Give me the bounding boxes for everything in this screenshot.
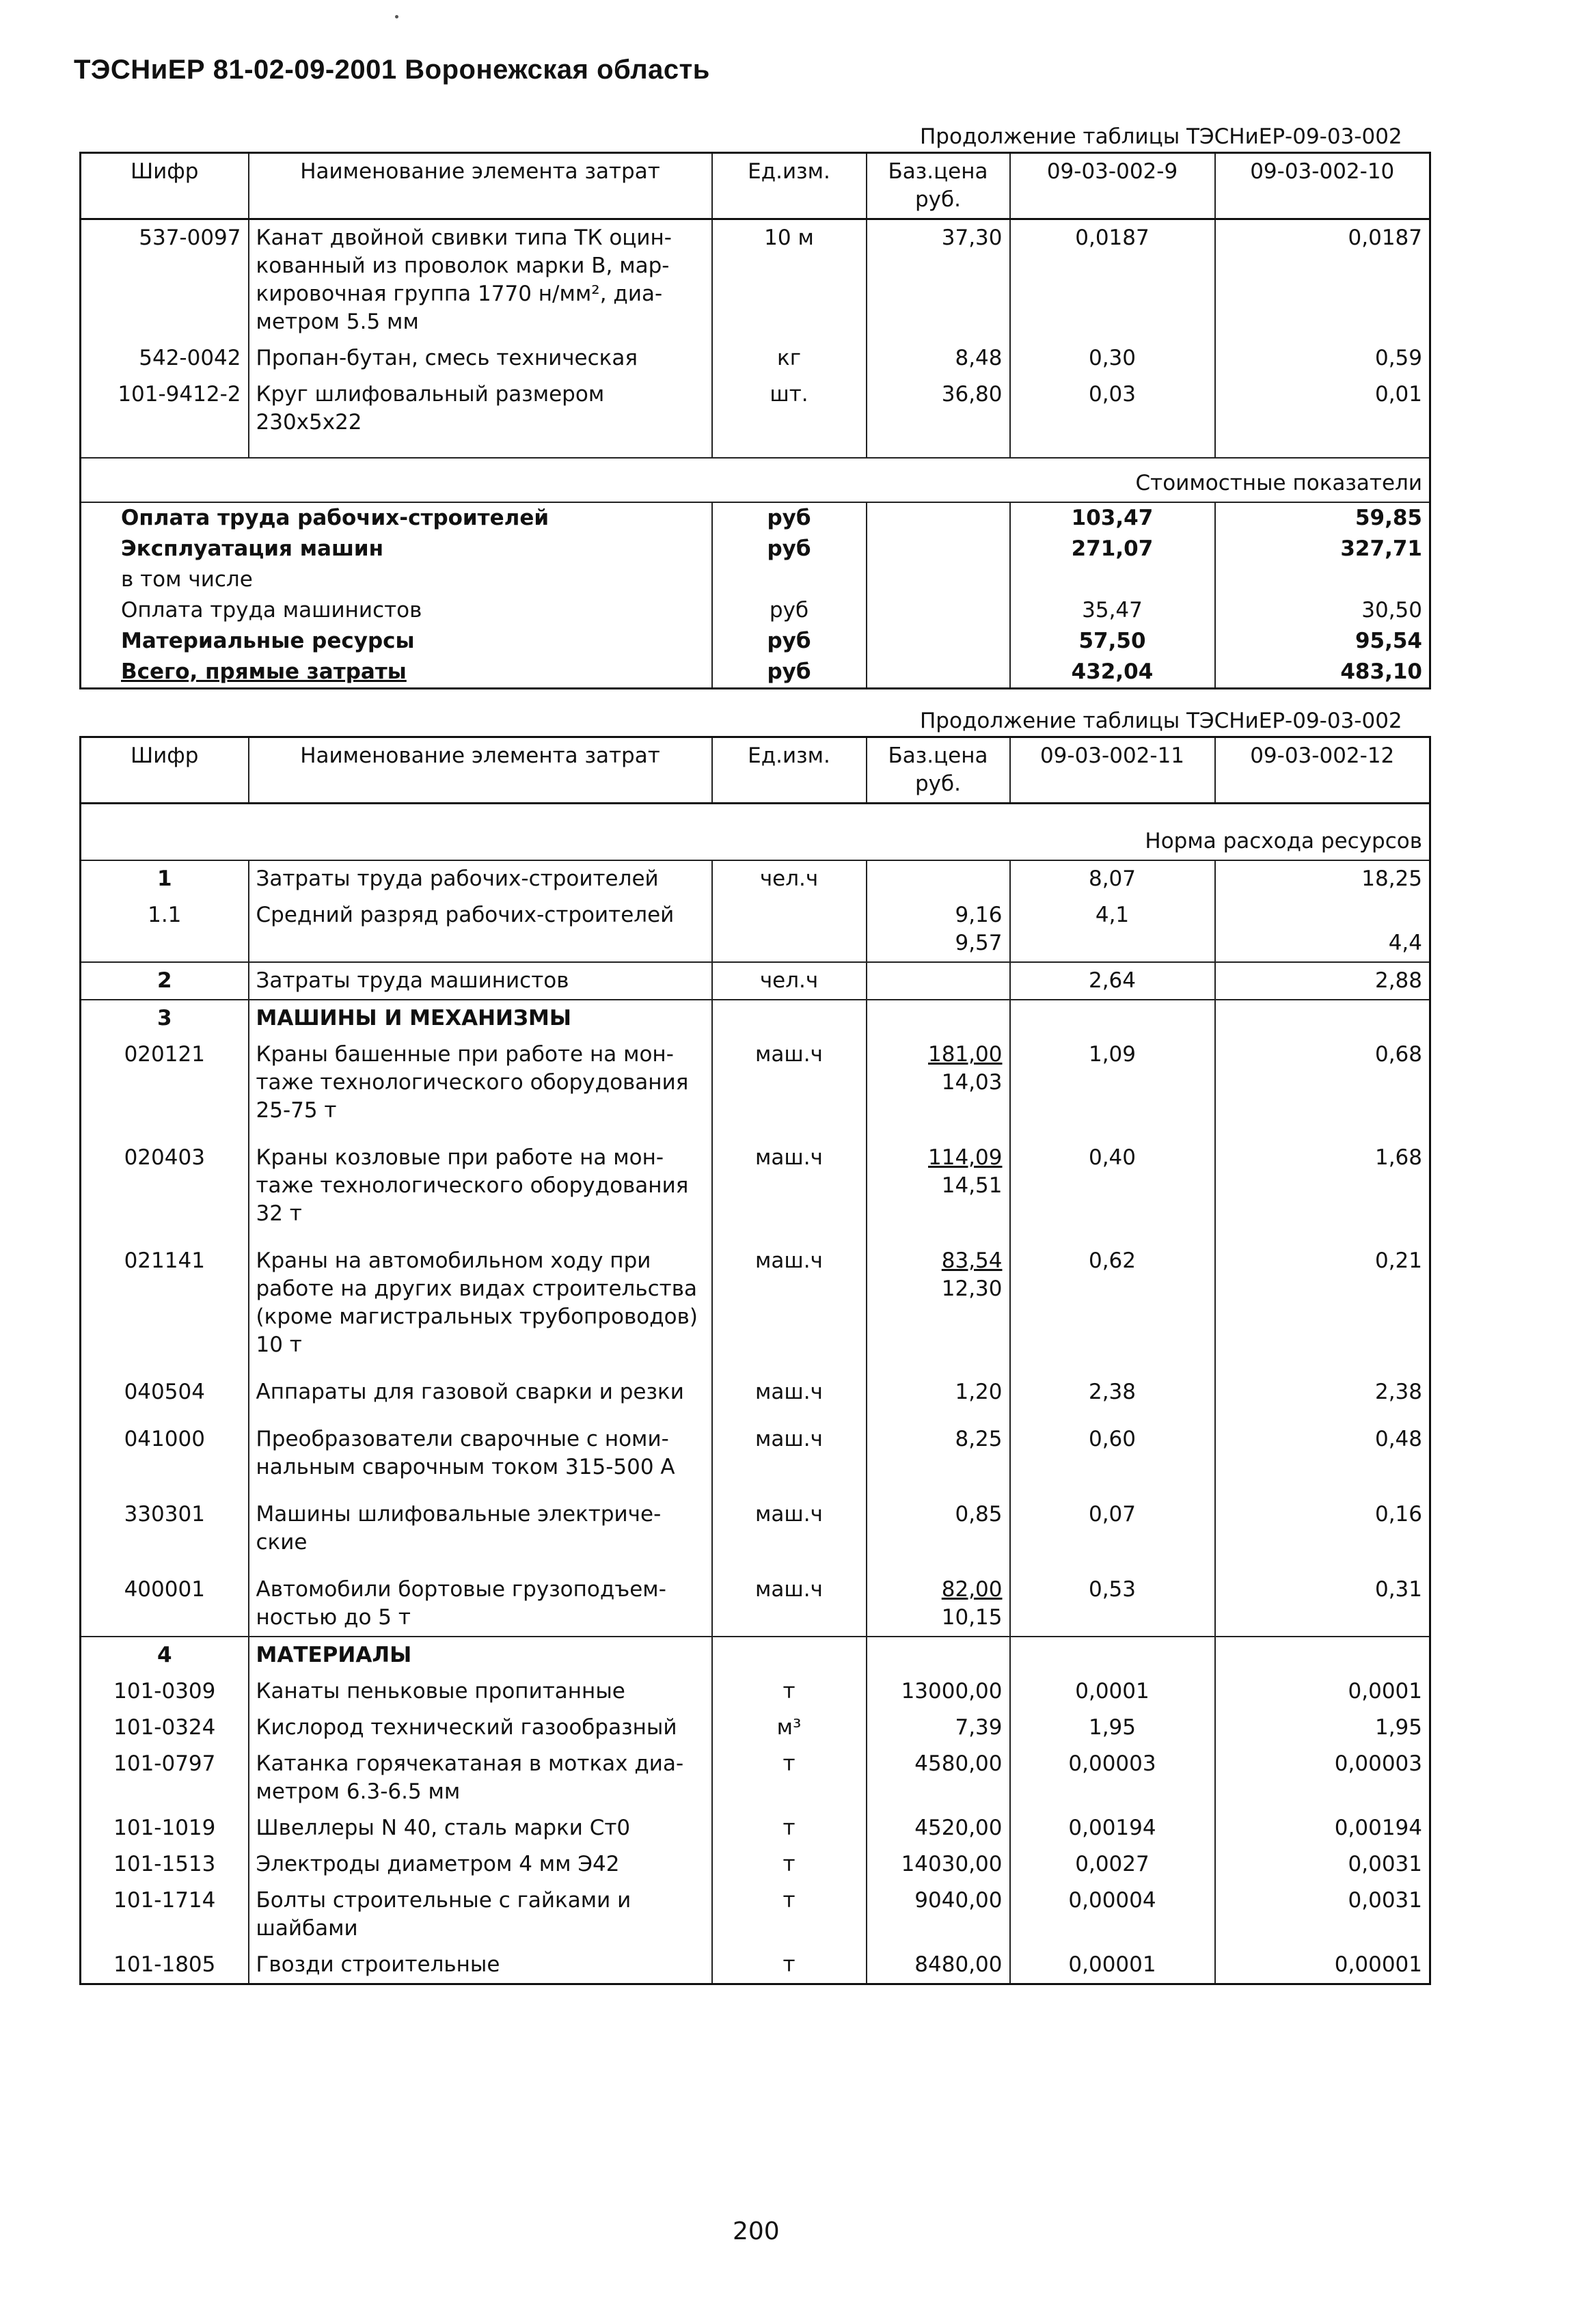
machinist-price: 10,15 — [941, 1605, 1003, 1630]
value-a-cell: 0,00003 — [1010, 1746, 1215, 1810]
cost-name-cell: Эксплуатация машин — [81, 534, 712, 564]
name-cell: Канат двойной свивки типа ТК оцинкованный из проволок марки В, маркировочная группа 1770 н/мм², диаметром 5.5 мм — [249, 219, 712, 341]
unit-cell: чел.ч — [712, 962, 867, 1000]
unit-cell: руб — [712, 502, 867, 534]
machinist-price: 9,57 — [955, 931, 1003, 955]
price-cell — [867, 1947, 1010, 1984]
table-row — [81, 1637, 1430, 1673]
code-cell: 3 — [81, 1000, 249, 1037]
name-cell: Краны башенные при работе на монтаже технологического оборудования 25-75 т — [249, 1037, 712, 1140]
table-row — [81, 1496, 1430, 1572]
price-cell — [867, 1037, 1010, 1140]
cost-name-cell: Оплата труда рабочих-строителей — [81, 502, 712, 534]
price-cell: 37,30 — [867, 219, 1010, 341]
unit-cell — [712, 1000, 867, 1037]
value-b-cell: 483,10 — [1215, 657, 1430, 689]
price-cell — [867, 534, 1010, 564]
code-cell: 041000 — [81, 1421, 249, 1496]
name-cell: Гвозди строительные — [249, 1947, 712, 1984]
unit-cell: кг — [712, 340, 867, 377]
value-a-cell: 0,03 — [1010, 377, 1215, 458]
resource-table-1 — [79, 152, 1431, 689]
value-b-cell: 18,25 — [1215, 860, 1430, 897]
value-b-cell: 0,0001 — [1215, 1673, 1430, 1710]
value-a-cell: 0,53 — [1010, 1572, 1215, 1637]
code-cell: 2 — [81, 962, 249, 1000]
machinist-price: 12,30 — [941, 1276, 1003, 1301]
value-a-cell: 0,07 — [1010, 1496, 1215, 1572]
price-cell — [867, 595, 1010, 626]
code-cell: 021141 — [81, 1243, 249, 1374]
table1-header — [81, 153, 1430, 219]
unit-cell: маш.ч — [712, 1496, 867, 1572]
base-price: 8,25 — [955, 1427, 1003, 1451]
unit-cell: т — [712, 1883, 867, 1947]
name-cell: МАТЕРИАЛЫ — [249, 1637, 712, 1673]
table-row — [81, 1037, 1430, 1140]
value-a-cell: 35,47 — [1010, 595, 1215, 626]
value-a-cell: 2,64 — [1010, 962, 1215, 1000]
table2-caption: Продолжение таблицы ТЭСНиЕР-09-03-002 — [920, 709, 1402, 733]
col-header-code: Шифр — [81, 737, 249, 804]
unit-cell: 10 м — [712, 219, 867, 341]
unit-cell: маш.ч — [712, 1140, 867, 1243]
table2-body — [81, 804, 1430, 1984]
base-price: 14030,00 — [901, 1852, 1003, 1876]
value-a-cell: 0,0027 — [1010, 1846, 1215, 1883]
name-cell: Катанка горячекатаная в мотках диаметром 6.3-6.5 мм — [249, 1746, 712, 1810]
code-cell: 542-0042 — [81, 340, 249, 377]
unit-cell — [712, 1637, 867, 1673]
section-label: Норма расхода ресурсов — [81, 804, 1430, 861]
base-price: 0,85 — [955, 1502, 1003, 1527]
price-cell — [867, 1746, 1010, 1810]
price-cell: 8,48 — [867, 340, 1010, 377]
unit-cell: руб — [712, 595, 867, 626]
price-cell — [867, 897, 1010, 962]
price-cell — [867, 1000, 1010, 1037]
name-cell: Электроды диаметром 4 мм Э42 — [249, 1846, 712, 1883]
code-cell: 1 — [81, 860, 249, 897]
name-cell: Средний разряд рабочих-строителей — [249, 897, 712, 962]
name-cell: Канаты пеньковые пропитанные — [249, 1673, 712, 1710]
unit-cell — [712, 897, 867, 962]
code-cell: 101-0797 — [81, 1746, 249, 1810]
page-number: 200 — [733, 2217, 780, 2245]
price-cell — [867, 1673, 1010, 1710]
resource-table-2 — [79, 736, 1431, 1985]
unit-cell: маш.ч — [712, 1037, 867, 1140]
section-row — [81, 804, 1430, 861]
cost-name-cell: Всего, прямые затраты — [81, 657, 712, 689]
code-cell: 400001 — [81, 1572, 249, 1637]
base-price: 8480,00 — [914, 1952, 1003, 1977]
value-b-cell: 30,50 — [1215, 595, 1430, 626]
table-row — [81, 219, 1430, 341]
cost-row — [81, 502, 1430, 534]
base-price: 9,16 — [955, 903, 1003, 927]
value-a-cell: 103,47 — [1010, 502, 1215, 534]
base-price: 1,20 — [955, 1380, 1003, 1404]
price-cell — [867, 1374, 1010, 1421]
base-price: 13000,00 — [901, 1679, 1003, 1704]
value-a-cell: 271,07 — [1010, 534, 1215, 564]
code-cell: 4 — [81, 1637, 249, 1673]
price-cell — [867, 1243, 1010, 1374]
name-cell: Круг шлифовальный размером 230х5х22 — [249, 377, 712, 458]
price-cell — [867, 1140, 1010, 1243]
table-row — [81, 1140, 1430, 1243]
price-cell — [867, 1637, 1010, 1673]
name-cell: Болты строительные с гайками и шайбами — [249, 1883, 712, 1947]
cost-row — [81, 564, 1430, 595]
table1-body — [81, 219, 1430, 689]
col-header-a: 09-03-002-9 — [1010, 153, 1215, 219]
value-b-cell: 0,0187 — [1215, 219, 1430, 341]
price-cell — [867, 1496, 1010, 1572]
price-cell — [867, 860, 1010, 897]
unit-cell: чел.ч — [712, 860, 867, 897]
value-b-cell: 59,85 — [1215, 502, 1430, 534]
cost-row — [81, 657, 1430, 689]
code-cell: 040504 — [81, 1374, 249, 1421]
code-cell: 101-1714 — [81, 1883, 249, 1947]
table-row — [81, 897, 1430, 962]
table2-header — [81, 737, 1430, 804]
price-cell — [867, 564, 1010, 595]
page-title: ТЭСНиЕР 81-02-09-2001 Воронежская область — [74, 55, 710, 85]
value-a-cell: 2,38 — [1010, 1374, 1215, 1421]
table-row — [81, 377, 1430, 458]
value-a-cell: 0,30 — [1010, 340, 1215, 377]
col-header-b: 09-03-002-12 — [1215, 737, 1430, 804]
unit-cell: руб — [712, 534, 867, 564]
table-row — [81, 1883, 1430, 1947]
base-price: 181,00 — [928, 1042, 1003, 1067]
unit-cell: м³ — [712, 1710, 867, 1746]
base-price: 82,00 — [941, 1577, 1003, 1602]
value-b-cell: 0,0031 — [1215, 1883, 1430, 1947]
col-header-unit: Ед.изм. — [712, 737, 867, 804]
base-price: 83,54 — [941, 1248, 1003, 1273]
value-b-cell: 0,59 — [1215, 340, 1430, 377]
value-a-cell: 432,04 — [1010, 657, 1215, 689]
price-cell — [867, 1572, 1010, 1637]
name-cell: Машины шлифовальные электрические — [249, 1496, 712, 1572]
table-row — [81, 962, 1430, 1000]
code-cell: 537-0097 — [81, 219, 249, 341]
value-a-cell: 0,0001 — [1010, 1673, 1215, 1710]
value-a-cell — [1010, 1637, 1215, 1673]
col-header-price: Баз.цена руб. — [867, 153, 1010, 219]
value-b-cell — [1215, 564, 1430, 595]
name-cell: Затраты труда машинистов — [249, 962, 712, 1000]
value-a-cell — [1010, 564, 1215, 595]
price-cell — [867, 1421, 1010, 1496]
table-row — [81, 340, 1430, 377]
value-b-cell: 0,0031 — [1215, 1846, 1430, 1883]
col-header-name: Наименование элемента затрат — [249, 737, 712, 804]
value-a-cell: 8,07 — [1010, 860, 1215, 897]
value-b-cell: 0,00194 — [1215, 1810, 1430, 1846]
name-cell: Затраты труда рабочих-строителей — [249, 860, 712, 897]
price-cell — [867, 1846, 1010, 1883]
name-cell: Аппараты для газовой сварки и резки — [249, 1374, 712, 1421]
name-cell: Краны козловые при работе на монтаже технологического оборудования 32 т — [249, 1140, 712, 1243]
price-cell — [867, 1883, 1010, 1947]
unit-cell: шт. — [712, 377, 867, 458]
value-b-cell: 1,68 — [1215, 1140, 1430, 1243]
col-header-a: 09-03-002-11 — [1010, 737, 1215, 804]
unit-cell: маш.ч — [712, 1374, 867, 1421]
unit-cell: т — [712, 1810, 867, 1846]
price-cell — [867, 502, 1010, 534]
section-row — [81, 458, 1430, 502]
name-cell: Швеллеры N 40, сталь марки Ст0 — [249, 1810, 712, 1846]
name-cell: МАШИНЫ И МЕХАНИЗМЫ — [249, 1000, 712, 1037]
unit-cell: маш.ч — [712, 1421, 867, 1496]
value-a-cell: 0,60 — [1010, 1421, 1215, 1496]
table-row — [81, 1673, 1430, 1710]
value-b-cell: 2,38 — [1215, 1374, 1430, 1421]
table-row — [81, 1374, 1430, 1421]
code-cell: 101-1019 — [81, 1810, 249, 1846]
table-row — [81, 860, 1430, 897]
value-b-cell — [1215, 1000, 1430, 1037]
price-cell — [867, 1710, 1010, 1746]
price-cell — [867, 657, 1010, 689]
unit-cell: т — [712, 1746, 867, 1810]
value-b-cell: 0,16 — [1215, 1496, 1430, 1572]
value-b-cell: 1,95 — [1215, 1710, 1430, 1746]
code-cell: 330301 — [81, 1496, 249, 1572]
code-cell: 020121 — [81, 1037, 249, 1140]
code-cell: 101-1513 — [81, 1846, 249, 1883]
value-b-cell: 95,54 — [1215, 626, 1430, 657]
value-b-cell: 0,21 — [1215, 1243, 1430, 1374]
base-price: 9040,00 — [914, 1888, 1003, 1913]
price-cell — [867, 962, 1010, 1000]
table-row — [81, 1243, 1430, 1374]
value-a-cell: 1,09 — [1010, 1037, 1215, 1140]
value-b-cell: 0,00003 — [1215, 1746, 1430, 1810]
value-a-cell: 0,40 — [1010, 1140, 1215, 1243]
unit-cell: руб — [712, 657, 867, 689]
unit-cell: маш.ч — [712, 1572, 867, 1637]
unit-cell: маш.ч — [712, 1243, 867, 1374]
col-header-unit: Ед.изм. — [712, 153, 867, 219]
cost-name-cell: Материальные ресурсы — [81, 626, 712, 657]
cost-name-cell: Оплата труда машинистов — [81, 595, 712, 626]
value-a-cell — [1010, 1000, 1215, 1037]
machinist-price: 14,51 — [941, 1173, 1003, 1198]
table-row — [81, 1947, 1430, 1984]
code-cell: 1.1 — [81, 897, 249, 962]
col-header-b: 09-03-002-10 — [1215, 153, 1430, 219]
value-a-cell: 0,00001 — [1010, 1947, 1215, 1984]
value-b-cell: 0,68 — [1215, 1037, 1430, 1140]
table-row — [81, 1746, 1430, 1810]
table1-caption: Продолжение таблицы ТЭСНиЕР-09-03-002 — [920, 124, 1402, 149]
col-header-price: Баз.цена руб. — [867, 737, 1010, 804]
price-cell: 36,80 — [867, 377, 1010, 458]
name-cell: Пропан-бутан, смесь техническая — [249, 340, 712, 377]
value-a-cell: 1,95 — [1010, 1710, 1215, 1746]
unit-cell: т — [712, 1947, 867, 1984]
table-row — [81, 1846, 1430, 1883]
unit-cell — [712, 564, 867, 595]
value-b-cell: 0,48 — [1215, 1421, 1430, 1496]
base-price: 114,09 — [928, 1145, 1003, 1170]
value-b-cell: 2,88 — [1215, 962, 1430, 1000]
value-b-cell: 4,4 — [1215, 897, 1430, 962]
value-a-cell: 57,50 — [1010, 626, 1215, 657]
base-price: 7,39 — [955, 1715, 1003, 1740]
table-row — [81, 1572, 1430, 1637]
section-label: Стоимостные показатели — [81, 458, 1430, 502]
unit-cell: т — [712, 1846, 867, 1883]
name-cell: Краны на автомобильном ходу при работе на других видах строительства (кроме магистральных трубопроводов) 10 т — [249, 1243, 712, 1374]
cost-row — [81, 534, 1430, 564]
cost-name-cell: в том числе — [81, 564, 712, 595]
cost-row — [81, 626, 1430, 657]
price-cell — [867, 1810, 1010, 1846]
code-cell: 020403 — [81, 1140, 249, 1243]
name-cell: Преобразователи сварочные с номинальным сварочным током 315-500 А — [249, 1421, 712, 1496]
col-header-name: Наименование элемента затрат — [249, 153, 712, 219]
scan-dot — [395, 15, 398, 18]
value-b-cell: 327,71 — [1215, 534, 1430, 564]
value-b-cell — [1215, 1637, 1430, 1673]
value-a-cell: 0,00004 — [1010, 1883, 1215, 1947]
name-cell: Кислород технический газообразный — [249, 1710, 712, 1746]
table-row — [81, 1810, 1430, 1846]
unit-cell: руб — [712, 626, 867, 657]
base-price: 4520,00 — [914, 1816, 1003, 1840]
code-cell: 101-0309 — [81, 1673, 249, 1710]
cost-row — [81, 595, 1430, 626]
code-cell: 101-9412-2 — [81, 377, 249, 458]
value-b-cell: 0,31 — [1215, 1572, 1430, 1637]
value-a-cell: 0,62 — [1010, 1243, 1215, 1374]
value-a-cell: 0,00194 — [1010, 1810, 1215, 1846]
value-a-cell: 4,1 — [1010, 897, 1215, 962]
price-cell — [867, 626, 1010, 657]
col-header-code: Шифр — [81, 153, 249, 219]
code-cell: 101-0324 — [81, 1710, 249, 1746]
value-b-cell: 0,00001 — [1215, 1947, 1430, 1984]
value-b-cell: 0,01 — [1215, 377, 1430, 458]
table-row — [81, 1710, 1430, 1746]
code-cell: 101-1805 — [81, 1947, 249, 1984]
value-a-cell: 0,0187 — [1010, 219, 1215, 341]
name-cell: Автомобили бортовые грузоподъемностью до 5 т — [249, 1572, 712, 1637]
machinist-price: 14,03 — [941, 1070, 1003, 1095]
table-row — [81, 1421, 1430, 1496]
base-price: 4580,00 — [914, 1751, 1003, 1776]
table-row — [81, 1000, 1430, 1037]
unit-cell: т — [712, 1673, 867, 1710]
